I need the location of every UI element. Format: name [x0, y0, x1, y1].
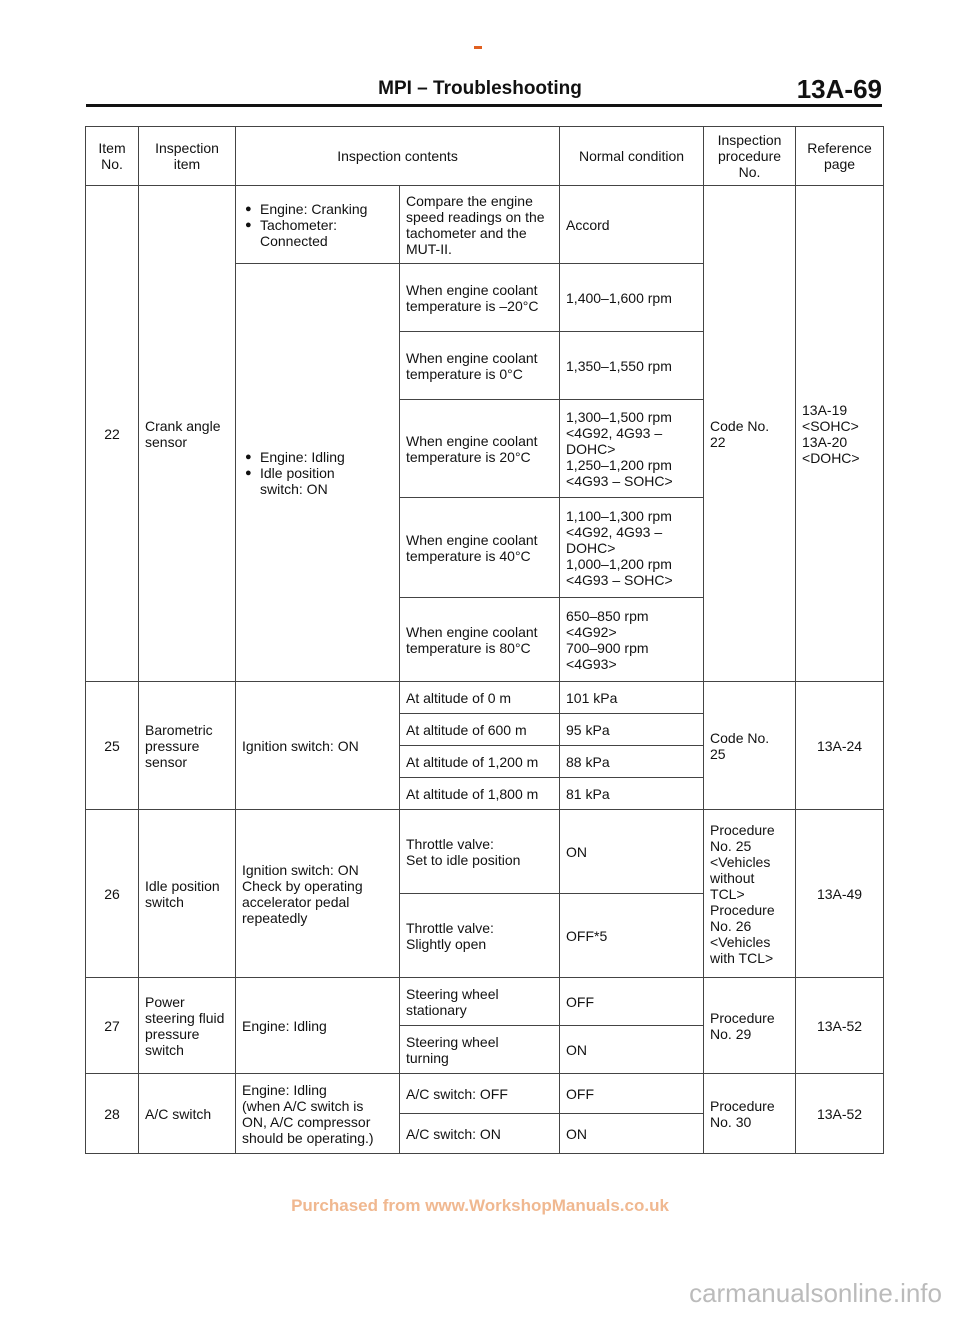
table-row	[86, 810, 884, 894]
normal-condition-cell: 1,400–1,600 rpm	[560, 264, 704, 332]
header-reference-page: Reference page	[796, 127, 884, 186]
check-cell: Steering wheel turning	[400, 1026, 560, 1074]
page-title: MPI – Troubleshooting	[378, 78, 582, 99]
table-row	[86, 978, 884, 1026]
procedure-cell: Procedure No. 29	[704, 978, 796, 1074]
header-inspection-contents: Inspection contents	[236, 127, 560, 186]
normal-condition-cell: ON	[560, 1114, 704, 1154]
header-inspection-item: Inspection item	[139, 127, 236, 186]
reference-cell: 13A-24	[796, 682, 884, 810]
item-no-cell: 28	[86, 1074, 139, 1154]
reference-cell: 13A-49	[796, 810, 884, 978]
normal-condition-cell: ON	[560, 1026, 704, 1074]
header-procedure-no: Inspection procedure No.	[704, 127, 796, 186]
check-cell: At altitude of 1,200 m	[400, 746, 560, 778]
purchase-footer-link: Purchased from www.WorkshopManuals.co.uk	[291, 1196, 669, 1215]
normal-condition-cell: 650–850 rpm <4G92> 700–900 rpm <4G93>	[560, 598, 704, 682]
reference-cell: 13A-19 <SOHC> 13A-20 <DOHC>	[796, 186, 884, 682]
condition-cell: Ignition switch: ON Check by operating accelerator pedal repeatedly	[236, 810, 400, 978]
procedure-cell: Code No. 22	[704, 186, 796, 682]
site-watermark: carmanualsonline.info	[689, 1278, 942, 1308]
condition-bullet: ● Engine: Cranking	[242, 201, 393, 217]
normal-condition-cell: 1,350–1,550 rpm	[560, 332, 704, 400]
condition-bullet: ● Tachometer: Connected	[242, 217, 393, 249]
normal-condition-cell: OFF	[560, 1074, 704, 1114]
inspection-item-cell: Barometric pressure sensor	[139, 682, 236, 810]
check-cell: At altitude of 600 m	[400, 714, 560, 746]
header-item-no: Item No.	[86, 127, 139, 186]
inspection-item-cell: A/C switch	[139, 1074, 236, 1154]
check-cell: A/C switch: ON	[400, 1114, 560, 1154]
condition-bullet: ● Engine: Idling	[242, 449, 393, 465]
check-cell: Throttle valve: Set to idle position	[400, 810, 560, 894]
item-no-cell: 25	[86, 682, 139, 810]
normal-condition-cell: 1,100–1,300 rpm <4G92, 4G93 – DOHC> 1,000–1,200 rpm <4G93 – SOHC>	[560, 498, 704, 598]
header-rule	[86, 104, 882, 107]
check-cell: When engine coolant temperature is 20°C	[400, 400, 560, 498]
normal-condition-cell: 81 kPa	[560, 778, 704, 810]
check-cell: A/C switch: OFF	[400, 1074, 560, 1114]
inspection-item-cell: Idle position switch	[139, 810, 236, 978]
item-no-cell: 26	[86, 810, 139, 978]
procedure-cell: Procedure No. 30	[704, 1074, 796, 1154]
normal-condition-cell: 95 kPa	[560, 714, 704, 746]
check-cell: At altitude of 1,800 m	[400, 778, 560, 810]
header-normal-condition: Normal condition	[560, 127, 704, 186]
condition-cell: Engine: Idling (when A/C switch is ON, A/C compressor should be operating.)	[236, 1074, 400, 1154]
check-cell: When engine coolant temperature is –20°C	[400, 264, 560, 332]
check-cell: Compare the engine speed readings on the tachometer and the MUT-II.	[400, 186, 560, 264]
normal-condition-cell: ON	[560, 810, 704, 894]
condition-cell	[236, 264, 400, 682]
table-row	[86, 682, 884, 714]
procedure-cell: Code No. 25	[704, 682, 796, 810]
procedure-cell: Procedure No. 25 <Vehicles without TCL> Procedure No. 26 <Vehicles with TCL>	[704, 810, 796, 978]
item-no-cell: 27	[86, 978, 139, 1074]
condition-cell	[236, 186, 400, 264]
check-cell: Steering wheel stationary	[400, 978, 560, 1026]
reference-cell: 13A-52	[796, 978, 884, 1074]
troubleshooting-table	[85, 126, 884, 1154]
inspection-item-cell: Power steering fluid pressure switch	[139, 978, 236, 1074]
item-no-cell: 22	[86, 186, 139, 682]
table-row	[86, 186, 884, 264]
normal-condition-cell: 1,300–1,500 rpm <4G92, 4G93 – DOHC> 1,250–1,200 rpm <4G93 – SOHC>	[560, 400, 704, 498]
condition-cell: Ignition switch: ON	[236, 682, 400, 810]
normal-condition-cell: 88 kPa	[560, 746, 704, 778]
condition-bullet: ● Idle position switch: ON	[242, 465, 393, 497]
normal-condition-cell: Accord	[560, 186, 704, 264]
page-number: 13A-69	[796, 74, 882, 104]
condition-cell: Engine: Idling	[236, 978, 400, 1074]
reference-cell: 13A-52	[796, 1074, 884, 1154]
table-header-row	[86, 127, 884, 186]
check-cell: When engine coolant temperature is 80°C	[400, 598, 560, 682]
table-row	[86, 1074, 884, 1114]
check-cell: At altitude of 0 m	[400, 682, 560, 714]
check-cell: When engine coolant temperature is 40°C	[400, 498, 560, 598]
header-dash-mark	[474, 46, 482, 49]
inspection-item-cell: Crank angle sensor	[139, 186, 236, 682]
normal-condition-cell: 101 kPa	[560, 682, 704, 714]
check-cell: Throttle valve: Slightly open	[400, 894, 560, 978]
normal-condition-cell: OFF	[560, 978, 704, 1026]
check-cell: When engine coolant temperature is 0°C	[400, 332, 560, 400]
normal-condition-cell: OFF*5	[560, 894, 704, 978]
